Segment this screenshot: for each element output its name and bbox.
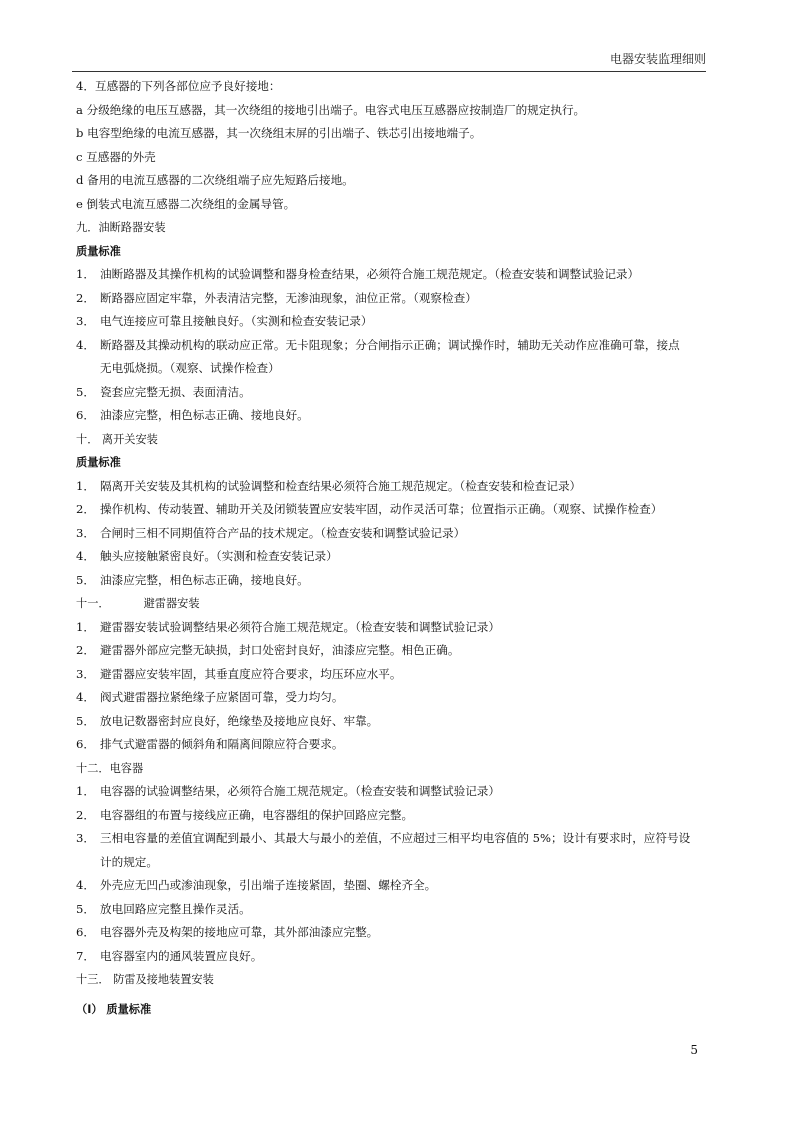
list-item-continuation: 无电弧烧损。（观察、试操作检查） (100, 361, 280, 375)
list-item: 4． 阀式避雷器拉紧绝缘子应紧固可靠，受力均匀。 (76, 690, 344, 704)
section-heading-lightning: 十三． 防雷及接地装置安装 (76, 973, 214, 986)
list-item: 6． 油漆应完整，相色标志正确、接地良好。 (76, 408, 309, 422)
transformer-item-a: a 分级绝缘的电压互感器，其一次绕组的接地引出端子。电容式电压互感器应按制造厂的规定执行。 (76, 102, 586, 117)
quality-standard-label: 质量标准 (76, 456, 121, 469)
list-item: 4． 外壳应无凹凸或渗油现象，引出端子连接紧固，垫圈、螺栓齐全。 (76, 878, 437, 892)
transformer-item-b: b 电容型绝缘的电流互感器，其一次绕组末屏的引出端子、铁芯引出接地端子。 (76, 126, 482, 140)
section-heading-oil-breaker: 九．油断路器安装 (76, 221, 166, 234)
list-item: 6． 排气式避雷器的倾斜角和隔离间隙应符合要求。 (76, 737, 344, 751)
section-heading-isolator: 十． 离开关安装 (76, 432, 158, 446)
list-item: 3． 三相电容量的差值宜调配到最小、其最大与最小的差值，不应超过三相平均电容值的 5%；设计有要求时，应符号设 (76, 831, 691, 845)
list-item: 1． 电容器的试验调整结果，必须符合施工规范规定。（检查安装和调整试验记录） (76, 784, 500, 798)
transformer-item-c: c 互感器的外壳 (76, 149, 156, 164)
list-item: 6． 电容器外壳及构架的接地应可靠，其外部油漆应完整。 (76, 925, 379, 939)
list-item: 4． 断路器及其操动机构的联动应正常。无卡阻现象；分合闸指示正确；调试操作时，辅助无关动作应准确可靠，接点 (76, 337, 680, 352)
list-item: 5． 油漆应完整，相色标志正确，接地良好。 (76, 572, 309, 587)
page-number: 5 (690, 1043, 698, 1057)
list-item: 3． 避雷器应安装牢固，其垂直度应符合要求，均压环应水平。 (76, 666, 402, 681)
list-item: 2． 操作机构、传动装置、辅助开关及闭锁装置应安装牢固，动作灵活可靠；位置指示正确。（观察、试操作检查） (76, 502, 663, 516)
quality-standard-label: （I） 质量标准 (76, 1002, 152, 1016)
list-item: 2． 断路器应固定牢靠，外表清洁完整，无渗油现象，油位正常。（观察检查） (76, 290, 477, 305)
list-item: 5． 放电记数器密封应良好，绝缘垫及接地应良好、牢靠。 (76, 713, 379, 728)
document-body (76, 75, 716, 1021)
list-item: 3． 电气连接应可靠且接触良好。（实测和检查安装记录） (76, 314, 373, 328)
list-item: 1． 隔离开关安装及其机构的试验调整和检查结果必须符合施工规范规定。（检查安装和检查记录） (76, 478, 582, 493)
header-rule (72, 71, 706, 72)
quality-standard-label: 质量标准 (76, 244, 121, 258)
transformer-item-e: e 倒装式电流互感器二次绕组的金属导管。 (76, 196, 296, 211)
list-item: 2． 电容器组的布置与接线应正确，电容器组的保护回路应完整。 (76, 807, 414, 822)
list-item-continuation: 计的规定。 (100, 854, 158, 869)
list-item: 1． 油断路器及其操作机构的试验调整和器身检查结果，必须符合施工规范规定。（检查安装和调整试验记录） (76, 267, 640, 281)
list-item: 3． 合闸时三相不同期值符合产品的技术规定。（检查安装和调整试验记录） (76, 525, 466, 540)
section-heading-arrester: 十一． 避雷器安装 (76, 597, 200, 610)
list-item: 2． 避雷器外部应完整无缺损，封口处密封良好，油漆应完整。相色正确。 (76, 643, 460, 657)
list-item: 7． 电容器室内的通风装置应良好。 (76, 948, 263, 963)
transformer-item-d: d 备用的电流互感器的二次绕组端子应先短路后接地。 (76, 173, 354, 187)
page-header-title: 电器安装监理细则 (609, 52, 706, 66)
transformer-intro: 4．互感器的下列各部位应予良好接地： (76, 79, 281, 93)
list-item: 5． 瓷套应完整无损、表面清洁。 (76, 384, 251, 399)
section-heading-capacitor: 十二．电容器 (76, 761, 144, 775)
list-item: 4． 触头应接触紧密良好。（实测和检查安装记录） (76, 549, 338, 563)
list-item: 1． 避雷器安装试验调整结果必须符合施工规范规定。（检查安装和调整试验记录） (76, 619, 500, 634)
list-item: 5． 放电回路应完整且操作灵活。 (76, 901, 251, 916)
